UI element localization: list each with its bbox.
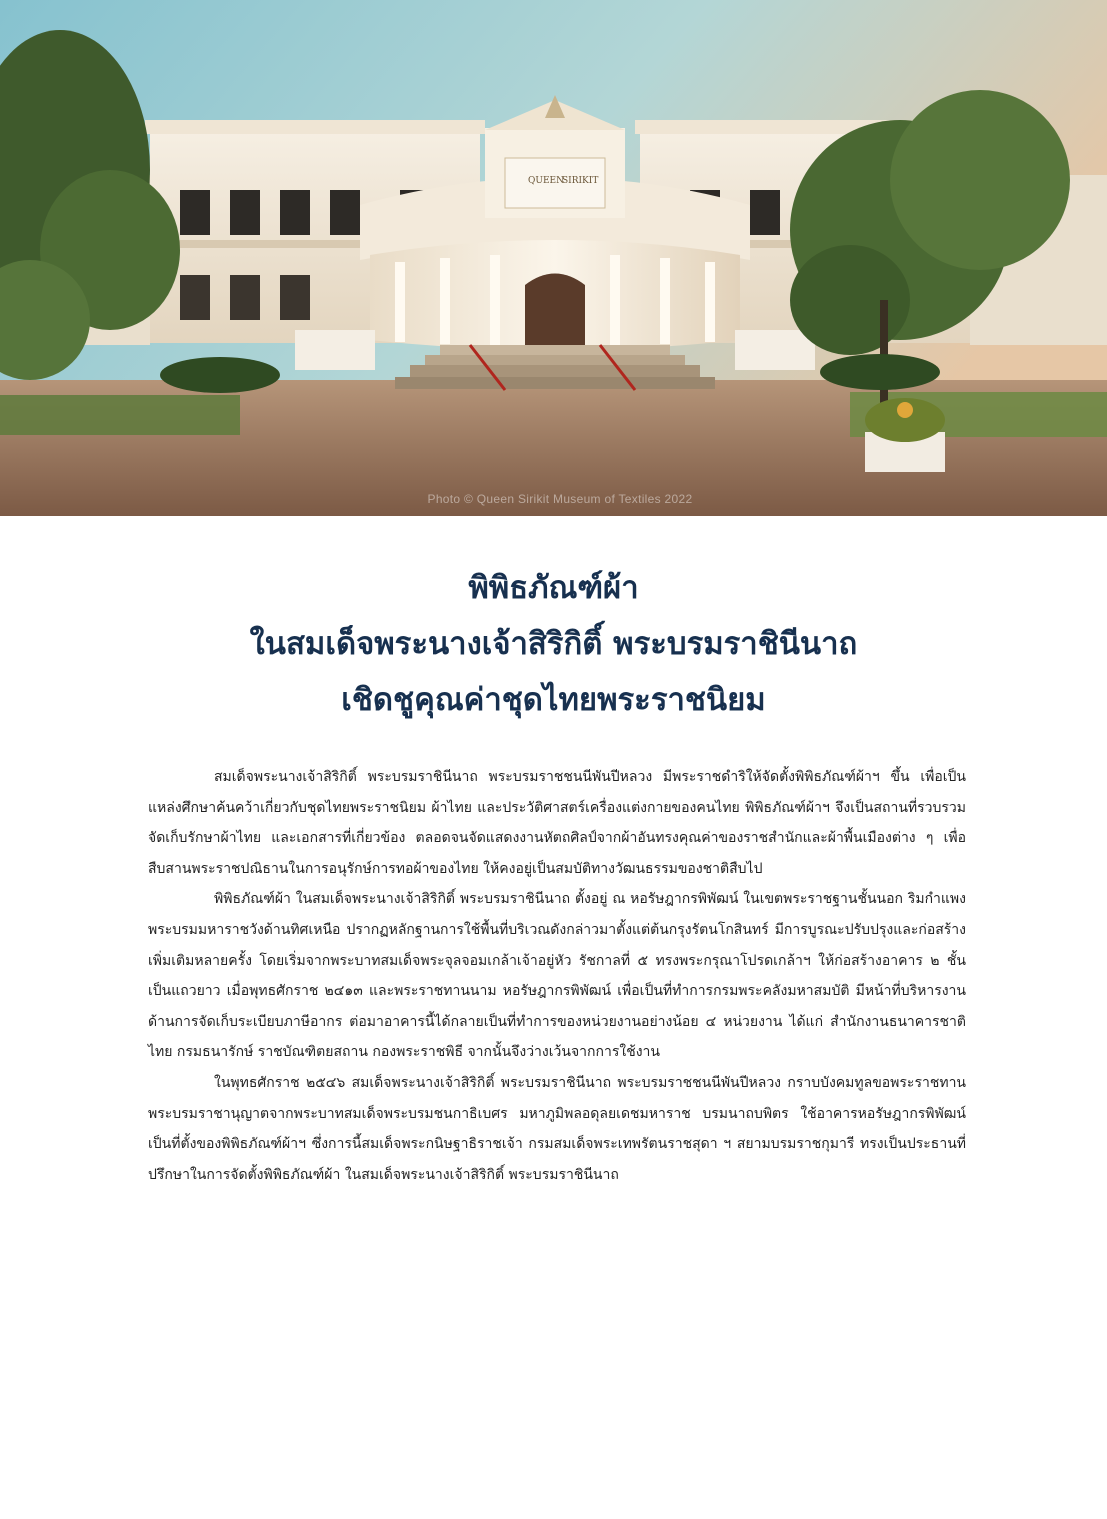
paragraph-3: ในพุทธศักราช ๒๕๔๖ สมเด็จพระนางเจ้าสิริกิติ์ พระบรมราชินีนาถ พระบรมราชชนนีพันปีหลวง กราบบังคมทูลขอพระราชทานพระบรมราชานุญาตจากพระบาทสมเด็จพระบรมชนกาธิเบศร มหาภูมิพลอดุลยเดชมหาราช บรมนาถบพิตร ใช้อาคารหอรัษฎากรพิพัฒน์ เป็นที่ตั้งของพิพิธภัณฑ์ผ้าฯ ซึ่งการนี้สมเด็จพระกนิษฐาธิราชเจ้า กรมสมเด็จพระเทพรัตนราชสุดา ฯ สยามบรมราชกุมารี ทรงเป็นประธานที่ปรึกษาในการจัดตั้งพิพิธภัณฑ์ผ้า ในสมเด็จพระนางเจ้าสิริกิติ์ พระบรมราชินีนาถ bbox=[148, 1074, 966, 1183]
title-line-1: พิพิธภัณฑ์ผ้า bbox=[468, 570, 639, 606]
article-body bbox=[148, 762, 966, 1190]
paragraph-2: พิพิธภัณฑ์ผ้า ในสมเด็จพระนางเจ้าสิริกิติ์ พระบรมราชินีนาถ ตั้งอยู่ ณ หอรัษฎากรพิพัฒน์ ในเขตพระราชฐานชั้นนอก ริมกำแพงพระบรมมหาราชวังด้านทิศเหนือ ปรากฏหลักฐานการใช้พื้นที่บริเวณดังกล่าวมาตั้งแต่ต้นกรุงรัตนโกสินทร์ มีการบูรณะปรับปรุงและก่อสร้างเพิ่มเติมหลายครั้ง โดยเริ่มจากพระบาทสมเด็จพระจุลจอมเกล้าเจ้าอยู่หัว รัชกาลที่ ๕ ทรงพระกรุณาโปรดเกล้าฯ ให้ก่อสร้างอาคาร ๒ ชั้นเป็นแถวยาว เมื่อพุทธศักราช ๒๔๑๓ และพระราชทานนาม หอรัษฎากรพิพัฒน์ เพื่อเป็นที่ทำการกรมพระคลังมหาสมบัติ มีหน้าที่บริหารงานด้านการจัดเก็บระเบียบภาษีอากร ต่อมาอาคารนี้ได้กลายเป็นที่ทำการของหน่วยงานอย่างน้อย ๔ หน่วยงาน ได้แก่ สำนักงานธนาคารชาติไทย กรมธนารักษ์ ราชบัณฑิตยสถาน กองพระราชพิธี จากนั้นจึงว่างเว้นจากการใช้งาน bbox=[148, 891, 966, 1061]
sign-queen-text: QUEEN bbox=[528, 176, 564, 186]
title-line-2: ในสมเด็จพระนางเจ้าสิริกิติ์ พระบรมราชินีนาถ bbox=[249, 626, 858, 662]
page-title bbox=[60, 560, 1047, 728]
title-line-3: เชิดชูคุณค่าชุดไทยพระราชนิยม bbox=[341, 682, 766, 718]
photo-credit: Photo © Queen Sirikit Museum of Textiles 2022 bbox=[427, 492, 693, 506]
paragraph-1: สมเด็จพระนางเจ้าสิริกิติ์ พระบรมราชินีนาถ พระบรมราชชนนีพันปีหลวง มีพระราชดำริให้จัดตั้งพิพิธภัณฑ์ผ้าฯ ขึ้น เพื่อเป็นแหล่งศึกษาค้นคว้าเกี่ยวกับชุดไทยพระราชนิยม ผ้าไทย และประวัติศาสตร์เครื่องแต่งกายของคนไทย พิพิธภัณฑ์ผ้าฯ จึงเป็นสถานที่รวบรวมจัดเก็บรักษาผ้าไทย และเอกสารที่เกี่ยวข้อง ตลอดจนจัดแสดงงานหัตถศิลป์จากผ้าอันทรงคุณค่าของราชสำนักและผ้าพื้นเมืองต่าง ๆ เพื่อสืบสานพระราชปณิธานในการอนุรักษ์การทอผ้าของไทย ให้คงอยู่เป็นสมบัติทางวัฒนธรรมของชาติสืบไป bbox=[148, 769, 966, 877]
museum-building-illustration bbox=[0, 0, 1107, 516]
sign-sirikit-text: SIRIKIT bbox=[562, 176, 599, 186]
hero-photo bbox=[0, 0, 1107, 516]
